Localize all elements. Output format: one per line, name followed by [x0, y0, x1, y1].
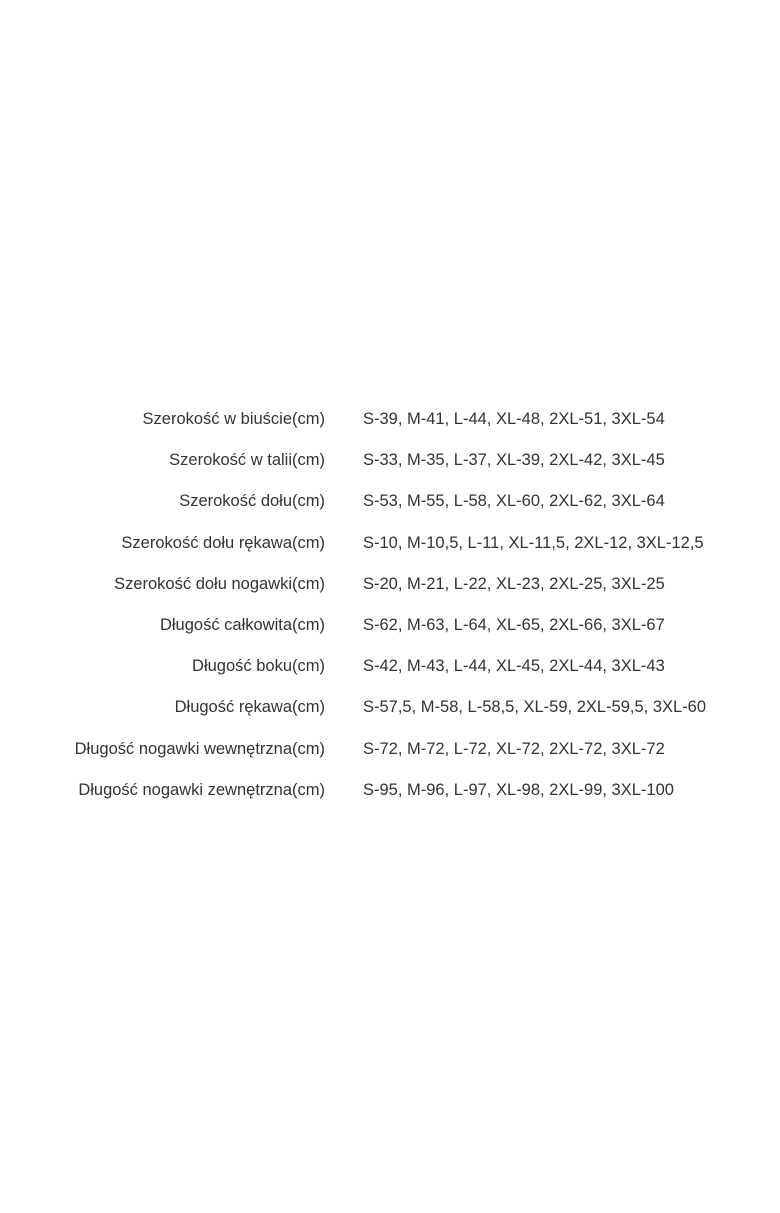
size-row-leg-hem-width	[0, 564, 780, 605]
row-label: Szerokość dołu(cm)	[179, 492, 325, 511]
row-values: S-20, M-21, L-22, XL-23, 2XL-25, 3XL-25	[363, 574, 665, 593]
size-row-bust-width	[0, 399, 780, 440]
size-row-hem-width	[0, 481, 780, 522]
row-values: S-95, M-96, L-97, XL-98, 2XL-99, 3XL-100	[363, 780, 674, 799]
size-row-sleeve-length	[0, 687, 780, 728]
row-label: Długość całkowita(cm)	[159, 615, 325, 634]
row-label: Szerokość dołu rękawa(cm)	[121, 533, 325, 552]
row-label: Długość nogawki zewnętrzna(cm)	[78, 780, 325, 799]
row-label: Szerokość w biuście(cm)	[142, 410, 325, 428]
row-values: S-42, M-43, L-44, XL-45, 2XL-44, 3XL-43	[363, 657, 665, 676]
size-row-total-length	[0, 605, 780, 646]
row-values: S-33, M-35, L-37, XL-39, 2XL-42, 3XL-45	[363, 451, 665, 470]
size-table	[0, 399, 780, 811]
row-label: Długość nogawki wewnętrzna(cm)	[74, 739, 325, 758]
row-label: Długość rękawa(cm)	[174, 698, 325, 717]
row-values: S-39, M-41, L-44, XL-48, 2XL-51, 3XL-54	[363, 410, 665, 428]
size-row-waist-width	[0, 440, 780, 481]
size-row-sleeve-hem-width	[0, 523, 780, 564]
row-label: Szerokość dołu nogawki(cm)	[114, 574, 325, 593]
row-values: S-72, M-72, L-72, XL-72, 2XL-72, 3XL-72	[363, 739, 665, 758]
row-values: S-57,5, M-58, L-58,5, XL-59, 2XL-59,5, 3XL-60	[363, 698, 707, 717]
size-row-outseam-length	[0, 770, 780, 811]
row-values: S-53, M-55, L-58, XL-60, 2XL-62, 3XL-64	[363, 492, 665, 511]
row-values: S-10, M-10,5, L-11, XL-11,5, 2XL-12, 3XL-12,5	[363, 533, 704, 552]
row-values: S-62, M-63, L-64, XL-65, 2XL-66, 3XL-67	[363, 615, 665, 634]
size-row-inseam-length	[0, 729, 780, 770]
row-label: Szerokość w talii(cm)	[169, 451, 325, 470]
size-row-side-length	[0, 646, 780, 687]
row-label: Długość boku(cm)	[192, 657, 325, 676]
